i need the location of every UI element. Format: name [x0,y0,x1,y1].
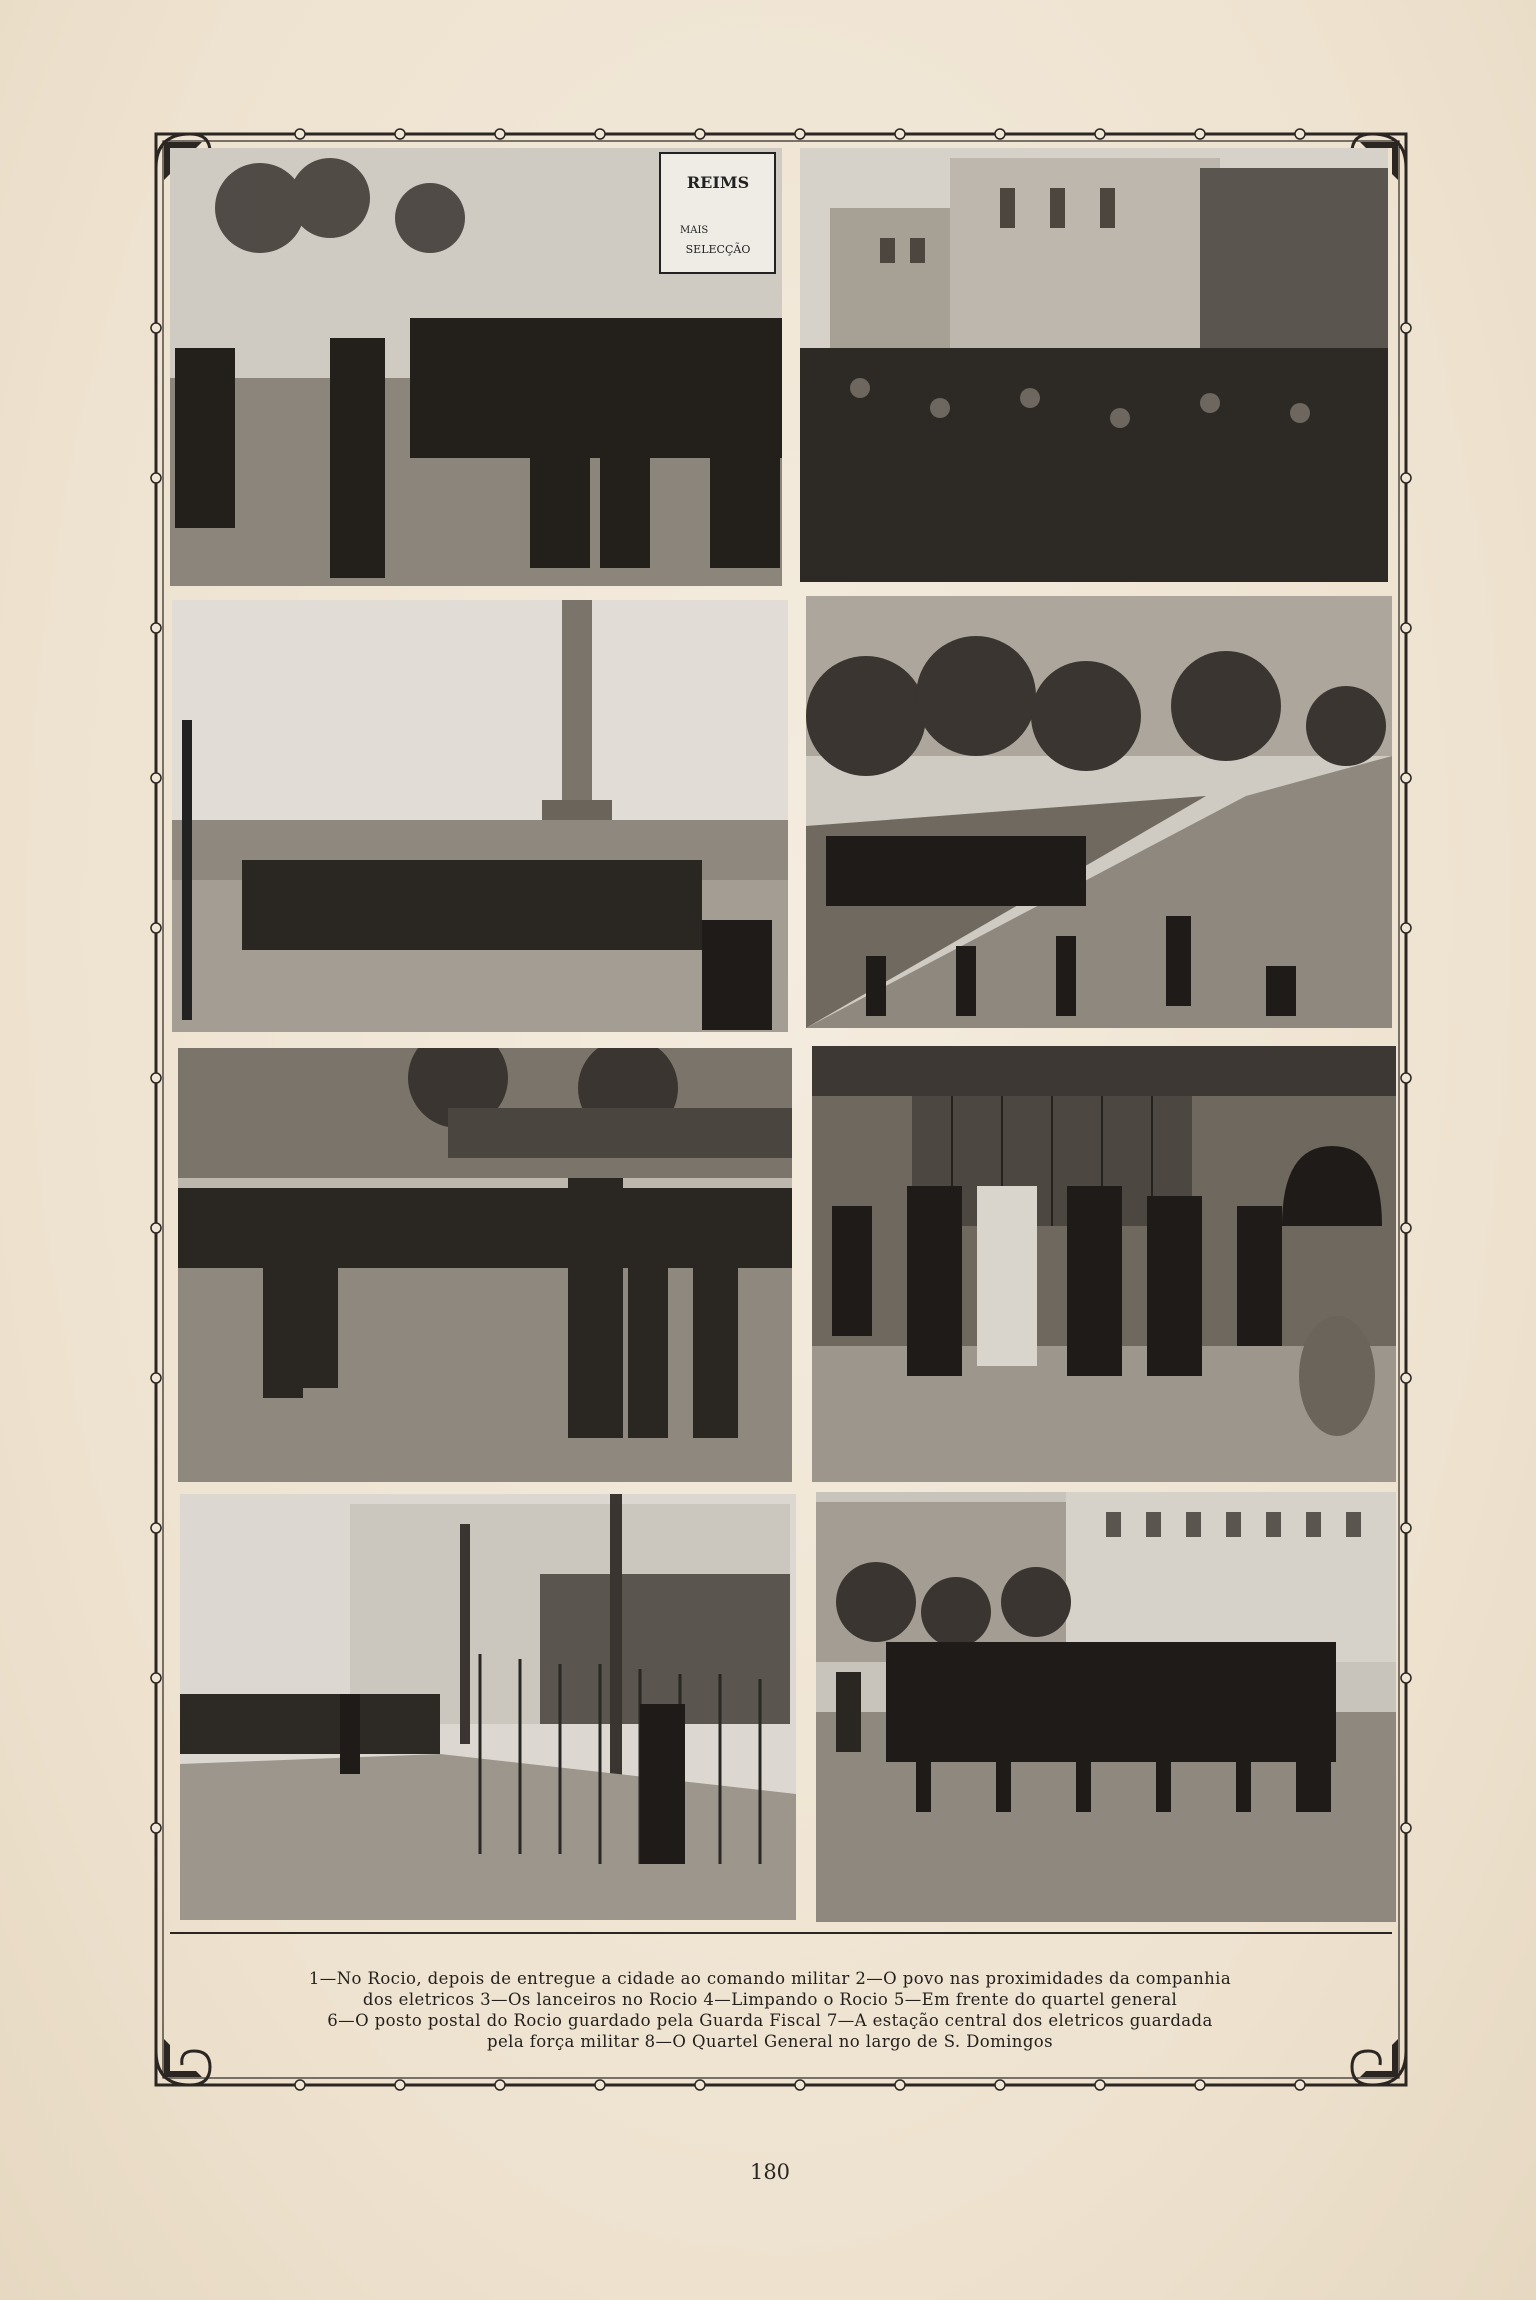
photo-2-companhia-crowd [800,148,1388,582]
photo-6-posto-postal [812,1046,1396,1482]
page-number: 180 [749,2160,791,2184]
caption-line-4: pela força militar 8—O Quartel General no largo de S. Domingos [487,2032,1053,2051]
caption-line-3: 6—O posto postal do Rocio guardado pela Guarda Fiscal 7—A estação central dos eletricos guardada [327,2011,1213,2030]
photo-caption [205,1968,1335,2052]
photo-4-cleaning-rocio [806,596,1392,1028]
photo-8-largo-s-domingos [816,1492,1396,1922]
photo-5-quartel-general [178,1048,792,1482]
photo-7-estacao-eletricos [180,1494,796,1920]
poster-reims-text: REIMS [686,173,750,192]
poster-mais-text: MAIS [680,225,709,236]
photo-3-lancers-rocio [172,600,788,1032]
caption-line-1: 1—No Rocio, depois de entregue a cidade ao comando militar 2—O povo nas proximidades da companhia [308,1969,1232,1988]
caption-line-2: dos eletricos 3—Os lanceiros no Rocio 4—Limpando o Rocio 5—Em frente do quartel general [362,1990,1178,2009]
photo-1-rocio-crowd [170,148,782,586]
poster-selecao-text: SELECÇÃO [685,243,751,256]
